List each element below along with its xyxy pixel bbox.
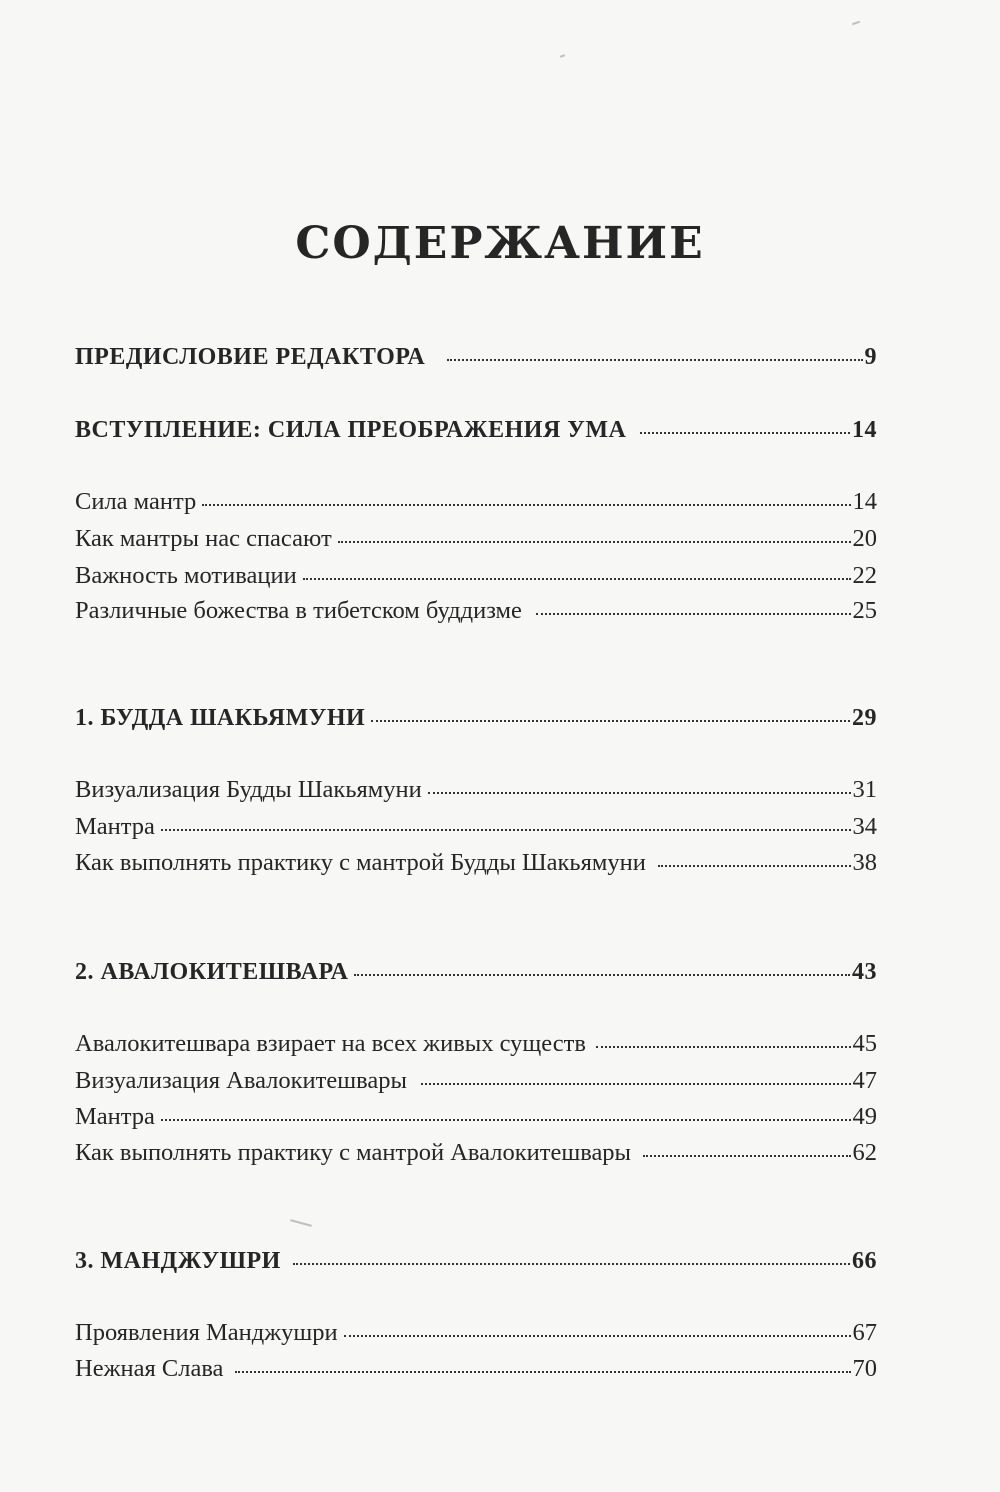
toc-entry[interactable]	[75, 596, 877, 626]
toc-entry[interactable]	[75, 848, 877, 878]
toc-entry-title: Сила мантр	[75, 488, 197, 515]
toc-entry[interactable]	[75, 1318, 877, 1348]
paper-speck	[560, 54, 565, 58]
dot-leader	[344, 1335, 851, 1337]
toc-entry-title: Нежная Слава	[75, 1355, 224, 1382]
toc-page-number: 14	[852, 488, 877, 515]
toc-entry[interactable]	[75, 561, 877, 591]
toc-page-number: 49	[852, 1103, 877, 1130]
toc-page-number: 31	[852, 776, 877, 803]
toc-section-title: ВСТУПЛЕНИЕ: СИЛА ПРЕОБРАЖЕНИЯ УМА	[75, 417, 627, 443]
toc-page-number: 43	[852, 959, 877, 985]
dot-leader	[161, 1119, 851, 1121]
dot-leader	[428, 792, 851, 794]
toc-entry[interactable]	[75, 775, 877, 805]
toc-page-number: 45	[852, 1030, 877, 1057]
toc-entry[interactable]	[75, 1029, 877, 1059]
dot-leader	[202, 504, 850, 506]
toc-page-number: 70	[852, 1355, 877, 1382]
paper-speck	[290, 1219, 312, 1227]
dot-leader	[338, 541, 851, 543]
toc-entry-title: Визуализация Будды Шакьямуни	[75, 776, 422, 803]
toc-entry[interactable]	[75, 487, 877, 517]
toc-page-number: 22	[852, 562, 877, 589]
toc-page-number: 67	[852, 1319, 877, 1346]
toc-section[interactable]	[75, 1246, 877, 1276]
paper-speck	[852, 21, 860, 26]
toc-section[interactable]	[75, 342, 877, 372]
toc-entry-title: Авалокитешвара взирает на всех живых существ	[75, 1030, 586, 1057]
toc-page-number: 34	[852, 813, 877, 840]
dot-leader	[596, 1046, 851, 1048]
toc-section-title: 1. БУДДА ШАКЬЯМУНИ	[75, 705, 366, 731]
dot-leader	[643, 1155, 850, 1157]
toc-section[interactable]	[75, 415, 877, 445]
toc-page-number: 9	[864, 344, 877, 370]
dot-leader	[235, 1371, 850, 1373]
toc-page-number: 62	[852, 1139, 877, 1166]
toc-entry-title: Как выполнять практику с мантрой Авалокитешвары	[75, 1139, 632, 1166]
toc-section-title: 3. МАНДЖУШРИ	[75, 1248, 281, 1274]
toc-entry[interactable]	[75, 524, 877, 554]
toc-entry-title: Важность мотивации	[75, 562, 297, 589]
toc-entry-title: Различные божества в тибетском буддизме	[75, 597, 522, 624]
dot-leader	[640, 432, 850, 434]
dot-leader	[447, 359, 862, 361]
toc-entry-title: Как выполнять практику с мантрой Будды Шакьямуни	[75, 849, 646, 876]
toc-entry-title: Мантра	[75, 1103, 155, 1130]
toc-section-title: 2. АВАЛОКИТЕШВАРА	[75, 959, 349, 985]
toc-entry[interactable]	[75, 1138, 877, 1168]
dot-leader	[421, 1083, 851, 1085]
toc-page-number: 47	[852, 1067, 877, 1094]
toc-entry-title: Мантра	[75, 813, 155, 840]
dot-leader	[161, 829, 851, 831]
dot-leader	[658, 865, 851, 867]
toc-page-number: 20	[852, 525, 877, 552]
toc-page-number: 29	[852, 705, 877, 731]
toc-page-number: 66	[852, 1248, 877, 1274]
toc-page-number: 14	[852, 417, 877, 443]
toc-entry[interactable]	[75, 812, 877, 842]
toc-section[interactable]	[75, 957, 877, 987]
toc-page-number: 25	[852, 597, 877, 624]
toc-page-number: 38	[852, 849, 877, 876]
toc-entry-title: Проявления Манджушри	[75, 1319, 338, 1346]
page-title: СОДЕРЖАНИЕ	[295, 218, 705, 269]
toc-entry[interactable]	[75, 1066, 877, 1096]
dot-leader	[303, 578, 851, 580]
toc-entry[interactable]	[75, 1354, 877, 1384]
toc-entry-title: Визуализация Авалокитешвары	[75, 1067, 407, 1094]
toc-entry-title: Как мантры нас спасают	[75, 525, 332, 552]
dot-leader	[536, 613, 851, 615]
toc-entry[interactable]	[75, 1102, 877, 1132]
dot-leader	[293, 1263, 850, 1265]
dot-leader	[371, 720, 850, 722]
toc-section[interactable]	[75, 703, 877, 733]
toc-section-title: ПРЕДИСЛОВИЕ РЕДАКТОРА	[75, 344, 426, 370]
dot-leader	[354, 974, 850, 976]
